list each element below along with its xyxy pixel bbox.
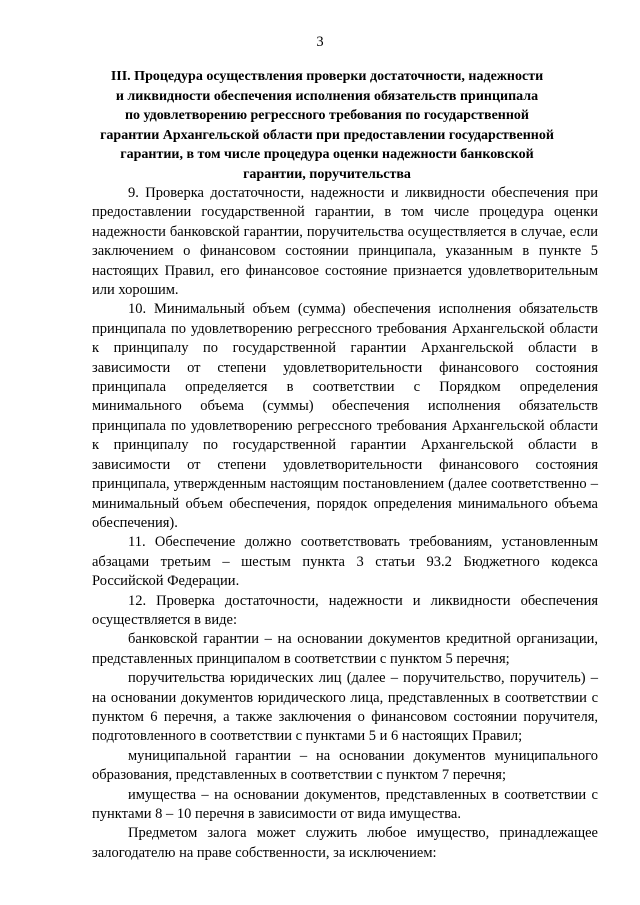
paragraph-9: 9. Проверка достаточности, надежности и ликвидности обеспечения при предоставлении государственной гарантии, в том числе процедура оценки надежности банковской гарантии, поручительства осуществляется в случае, если заключением о финансовом состоянии принципала, указанным в пункте 5 настоящих Правил, его финансовое состояние признается удовлетворительным или хорошим. [92,185,598,299]
section-heading-line: гарантии, в том числе процедура оценки надежности банковской [120,147,534,162]
paragraph-11: 11. Обеспечение должно соответствовать требованиям, установленным абзацами третьим – шестым пункта 3 статьи 93.2 Бюджетного кодекса Российской Федерации. [92,534,598,590]
paragraph-10: 10. Минимальный объем (сумма) обеспечения исполнения обязательств принципала по удовлетворению регрессного требования Архангельской области к принципалу по государственной гарантии Архангельской области в зависимости от степени удовлетворительности финансового состояния принципала определяется в соответствии с Порядком определения минимального объема (суммы) обеспечения исполнения обязательств принципала по удовлетворению регрессного требования Архангельской области к принципалу по государственной гарантии Архангельской области в зависимости от степени удовлетворительности финансового состояния принципала, утвержденным настоящим постановлением (далее соответственно – минимальный объем обеспечения, порядок определения минимального объема обеспечения). [92,301,598,531]
list-item-municipal-guarantee: муниципальной гарантии – на основании документов муниципального образования, представленных в соответствии с пунктом 7 перечня; [92,747,598,784]
list-item-surety: поручительства юридических лиц (далее – поручительство, поручитель) – на основании документов юридического лица, представленных в соответствии с пунктом 6 перечня, а также заключения о финансовом состоянии поручителя, подготовленного в соответствии с пунктами 5 и 6 настоящих Правил; [92,670,598,745]
list-item-bank-guarantee: банковской гарантии – на основании документов кредитной организации, представленных принципалом в соответствии с пунктом 5 перечня; [92,631,598,667]
list-item-property: имущества – на основании документов, представленных в соответствии с пунктами 8 – 10 перечня в зависимости от вида имущества. [92,786,598,822]
section-heading-line: и ликвидности обеспечения исполнения обязательств принципала [115,88,539,104]
page-number: 3 [316,34,324,50]
section-heading-line: III. Процедура осуществления проверки достаточности, надежности [110,69,544,84]
document-body [92,184,598,863]
section-heading [92,67,562,184]
section-heading-line: по удовлетворению регрессного требования по государственной [124,108,529,123]
paragraph-pledge: Предметом залога может служить любое имущество, принадлежащее залогодателю на праве собственности, за исключением: [92,825,598,861]
paragraph-12: 12. Проверка достаточности, надежности и ликвидности обеспечения осуществляется в виде: [92,592,598,628]
section-heading-line: гарантии, поручительства [243,166,411,182]
section-heading-line: гарантии Архангельской области при предоставлении государственной [100,127,554,143]
